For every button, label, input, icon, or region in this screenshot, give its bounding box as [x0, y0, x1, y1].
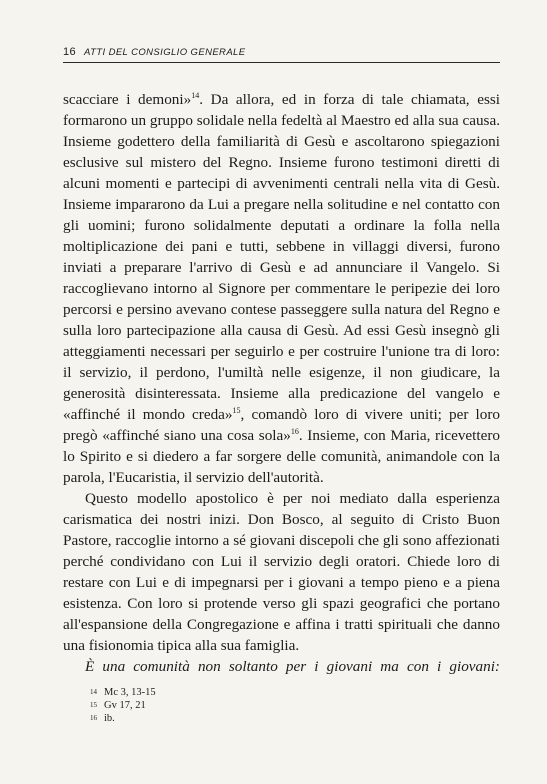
footnote-ref: 14 — [191, 91, 200, 100]
text-run: È una comunità non soltanto per i giovani ma con i giovani: — [85, 658, 500, 675]
text-run: . Insieme, con Maria, ricevettero lo Spirito e si diedero a far sorgere delle comunità, animandole con la parola, l'Eucaristia, il servizio dell'autorità. — [63, 427, 500, 486]
page-number: 16 — [63, 46, 77, 58]
footnote-text: Mc 3, 13-15 — [104, 687, 156, 698]
running-title: ATTI DEL CONSIGLIO GENERALE — [84, 47, 246, 58]
footnote — [90, 699, 390, 712]
footnote-ref: 15 — [232, 406, 241, 415]
paragraph — [63, 89, 500, 488]
text-run: , comandò loro di vivere uniti; per loro pregò «affinché siano una cosa sola» — [63, 406, 500, 444]
footnote-ref: 16 — [290, 427, 299, 436]
paragraph — [63, 488, 500, 656]
text-run: . Da allora, ed in forza di tale chiamata, essi formarono un gruppo solidale nella fedeltà al Maestro ed alla sua causa. Insieme godettero della familiarità di Gesù e ascoltarono spiegazioni esclusive sul mistero del Regno. Insieme furono testimoni diretti di alcuni momenti e partecipi di avvenimenti centrali nella vita di Gesù. Insieme impararono da Lui a pregare nella solitudine e nel contatto con gli uomini; furono solidalmente deputati a ordinare la folla nella moltiplicazione dei pani e tutti, sebbene in villaggi diversi, furono inviati a preparare l'arrivo di Gesù e ad annunciare il Vangelo. Si raccoglievano intorno al Signore per commentare le peripezie dei loro percorsi e persino avevano contese passeggere sulla natura del Regno e sulla loro partecipazione alla causa di Gesù. Ad essi Gesù insegnò gli atteggiamenti necessari per seguirlo e per costruire l'unione tra di loro: il servizio, il perdono, l'umiltà nelle esigenze, il non giudicare, la generosità disinteressata. Insieme alla predicazione del vangelo e «affinché il mondo creda» — [63, 91, 500, 423]
footnote-text: ib. — [104, 713, 115, 724]
footnote-text: Gv 17, 21 — [104, 700, 146, 711]
footnote — [90, 712, 390, 725]
text-run: scacciare i demoni» — [63, 91, 192, 108]
text-run: Questo modello apostolico è per noi mediato dalla esperienza carismatica dei nostri inizi. Don Bosco, al seguito di Cristo Buon Pastore, raccoglie intorno a sé giovani discepoli che gli sono affezionati perché condividano con Lui il servizio degli oratori. Chiede loro di restare con Lui e di impegnarsi per i giovani a tempo pieno e a piena esistenza. Con loro si protende verso gli spazi geografici che portano all'espansione della Congregazione e affina i tratti spirituali che danno una fisionomia tipica alla sua famiglia. — [63, 490, 500, 654]
footnote-number: 16 — [90, 714, 97, 722]
footnotes — [90, 686, 390, 725]
paragraph — [63, 656, 500, 677]
footnote-number: 14 — [90, 688, 97, 696]
body-text — [63, 89, 500, 677]
footnote — [90, 686, 390, 699]
footnote-number: 15 — [90, 701, 97, 709]
running-header — [63, 46, 500, 63]
